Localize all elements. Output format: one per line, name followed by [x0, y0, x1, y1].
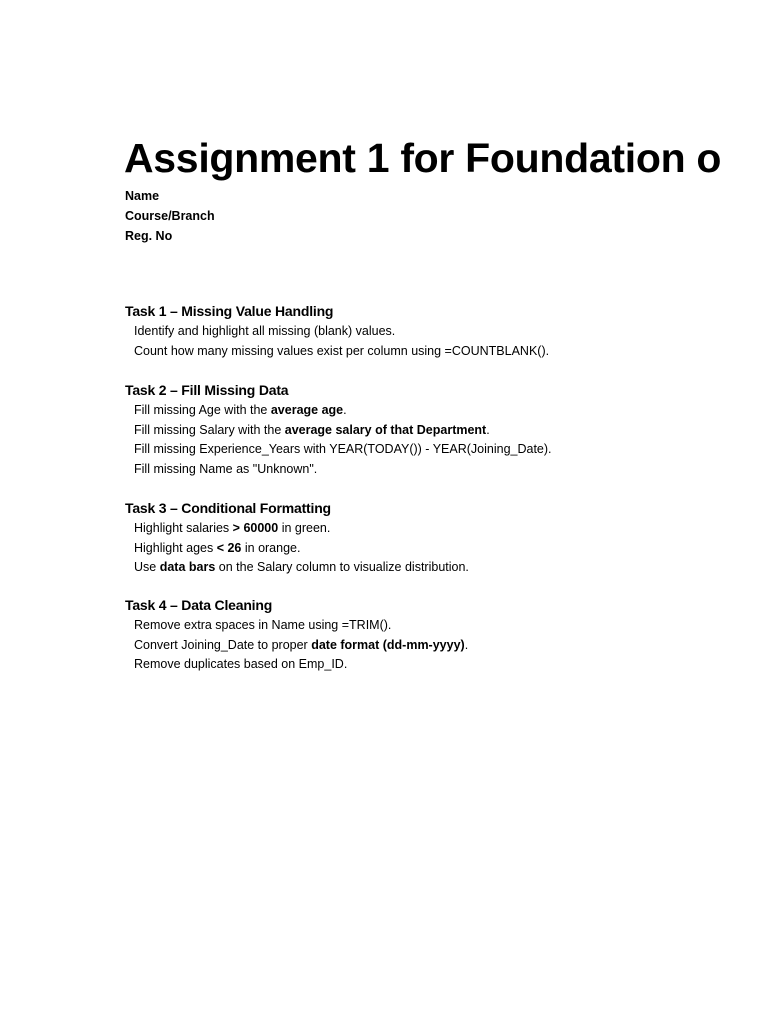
item-text: Convert Joining_Date to proper	[134, 637, 312, 652]
task-item	[134, 440, 552, 460]
item-bold-text: < 26	[216, 540, 242, 555]
item-text: Use	[134, 560, 160, 574]
task-3-items	[125, 519, 469, 578]
item-text: Highlight salaries	[134, 521, 233, 535]
item-text-end: on the Salary column to visualize distribution.	[215, 560, 469, 574]
task-1-section	[125, 301, 549, 361]
item-text: Highlight ages	[134, 540, 217, 555]
task-item	[134, 519, 469, 539]
task-1-items	[125, 322, 549, 361]
reg-no-label: Reg. No	[125, 229, 173, 243]
task-3-section	[125, 498, 469, 578]
item-text-end: .	[486, 422, 490, 437]
name-label: Name	[125, 189, 160, 203]
task-item	[134, 539, 469, 559]
item-text: Remove extra spaces in Name using =TRIM().	[134, 618, 392, 632]
item-text-end: .	[343, 403, 347, 417]
item-bold-text: average age	[270, 403, 344, 417]
item-text: Fill missing Name as "Unknown".	[134, 461, 318, 476]
item-bold-text: data bars	[159, 560, 216, 574]
task-4-heading: Task 4 – Data Cleaning	[125, 597, 273, 613]
task-item	[134, 342, 549, 362]
item-text: Identify and highlight all missing (blank) values.	[134, 324, 396, 338]
item-text: Fill missing Age with the	[134, 403, 271, 417]
task-item	[134, 636, 468, 656]
page-title: Assignment 1 for Foundation o	[124, 135, 722, 181]
task-4-items	[125, 616, 468, 675]
item-text: Fill missing Salary with the	[134, 422, 285, 437]
item-text-end: .	[464, 637, 469, 652]
task-1-heading: Task 1 – Missing Value Handling	[125, 303, 334, 319]
item-bold-text: average salary of that Department	[284, 422, 487, 437]
task-item	[134, 460, 552, 480]
item-text: Count how many missing values exist per column using =COUNTBLANK().	[134, 343, 550, 358]
task-item	[134, 421, 552, 441]
item-bold-text: date format (dd-mm-yyyy)	[311, 637, 465, 652]
task-item	[134, 322, 549, 342]
item-text: Fill missing Experience_Years with YEAR(TODAY()) - YEAR(Joining_Date).	[134, 442, 552, 456]
item-text-end: in green.	[278, 521, 331, 535]
task-3-heading: Task 3 – Conditional Formatting	[125, 500, 331, 516]
course-branch-label: Course/Branch	[125, 209, 215, 223]
item-bold-text: > 60000	[232, 521, 279, 535]
task-item	[134, 655, 468, 675]
task-2-heading: Task 2 – Fill Missing Data	[125, 382, 289, 398]
task-item	[134, 558, 469, 578]
task-4-section	[125, 595, 468, 675]
item-text: Remove duplicates based on Emp_ID.	[134, 657, 348, 671]
item-text-end: in orange.	[241, 540, 301, 555]
task-item	[134, 616, 468, 636]
task-2-section	[125, 380, 552, 479]
task-item	[134, 401, 552, 421]
task-2-items	[125, 401, 552, 479]
student-info-fields	[125, 187, 215, 247]
